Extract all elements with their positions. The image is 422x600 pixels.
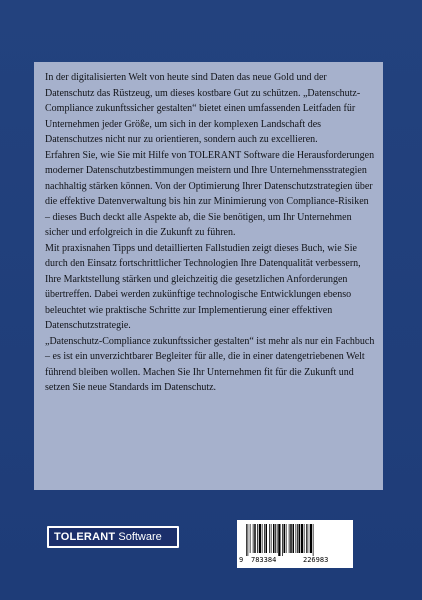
- barcode-bar: [306, 524, 307, 553]
- logo-brand-bold: TOLERANT: [54, 531, 116, 543]
- logo-brand-light: Software: [118, 531, 162, 543]
- barcode-bar: [286, 524, 287, 553]
- barcode-group-1: 783384: [251, 556, 277, 564]
- barcode-bar: [293, 524, 295, 553]
- blurb-paragraph-4: „Datenschutz-Compliance zukunftssicher gestalten“ ist mehr als nur ein Fachbuch – es ist ein unverzichtbarer Begleiter für alle, die in einer datengetriebenen Welt führend bleiben wollen. Machen Sie Ihr Unternehmen fit für die Zukunft und setzen Sie neue Standards im Datenschutz.: [45, 335, 375, 393]
- barcode-bar: [257, 524, 258, 553]
- barcode-bar: [273, 524, 275, 553]
- blurb-paragraph-2: Erfahren Sie, wie Sie mit Hilfe von TOLERANT Software die Herausforderungen moderner Datenschutzbestimmungen meistern und Ihre Unternehmensstrategien nachhaltig stärken können. Von der Optimierung Ihrer Datenschutzstrategien über die effektive Datenverwaltung bis hin zur Minimierung von Compliance-Risiken – dieses Buch deckt alle Aspekte ab, die Sie benötigen, um Ihr Unternehmen sicher und erfolgreich in die Zukunft zu führen.: [45, 149, 375, 238]
- barcode-bars: [245, 524, 345, 556]
- blurb-panel: [34, 62, 383, 490]
- barcode-bar: [262, 524, 263, 553]
- barcode-bar: [310, 524, 312, 553]
- barcode-bar: [248, 524, 249, 556]
- barcode-bar: [282, 524, 283, 556]
- barcode-bar: [253, 524, 254, 553]
- barcode-first-digit: 9: [239, 556, 244, 564]
- barcode-bar: [301, 524, 303, 553]
- barcode-bar: [277, 524, 278, 553]
- barcode-bar: [297, 524, 298, 553]
- barcode-bar: [264, 524, 265, 553]
- barcode-bar: [278, 524, 280, 556]
- publisher-logo-text: [49, 528, 177, 546]
- barcode-bar: [296, 524, 297, 553]
- barcode-bar: [284, 524, 286, 553]
- barcode-bar: [259, 524, 261, 553]
- publisher-logo: [47, 526, 179, 548]
- barcode-group-2: 226983: [303, 556, 329, 564]
- barcode-bar: [308, 524, 309, 553]
- barcode-bar: [269, 524, 270, 553]
- barcode-bar: [299, 524, 301, 553]
- barcode-bar: [266, 524, 268, 553]
- barcode-bar: [271, 524, 272, 553]
- barcode-bar: [250, 524, 251, 553]
- barcode-bar: [313, 524, 314, 556]
- barcode-bar: [246, 524, 247, 556]
- blurb-paragraph-1: In der digitalisierten Welt von heute sind Daten das neue Gold und der Datenschutz das Rüstzeug, um dieses kostbare Gut zu schützen. „Datenschutz-Compliance zukunftssicher gestalten“ bietet einen umfassenden Leitfaden für Unternehmen jeder Größe, um sich in der komplexen Landschaft des Datenschutzes nicht nur zu orientieren, sondern auch zu excellieren.: [45, 72, 361, 145]
- barcode-bar: [304, 524, 305, 553]
- barcode-bar: [275, 524, 276, 553]
- barcode-bar: [290, 524, 292, 553]
- barcode-bar: [289, 524, 290, 553]
- isbn-barcode: [237, 520, 353, 568]
- barcode-bar: [254, 524, 256, 553]
- blurb-paragraph-3: Mit praxisnahen Tipps und detaillierten Fallstudien zeigt dieses Buch, wie Sie durch den Einsatz fortschrittlicher Technologien Ihre Datenqualität verbessern, Ihre Marktstellung stärken und gleichzeitig die gesetzlichen Anforderungen übertreffen. Dabei werden zukünftige technologische Entwicklungen ebenso beleuchtet wie praktische Schritte zur Implementierung einer effektiven Datenschutzstrategie.: [45, 242, 361, 331]
